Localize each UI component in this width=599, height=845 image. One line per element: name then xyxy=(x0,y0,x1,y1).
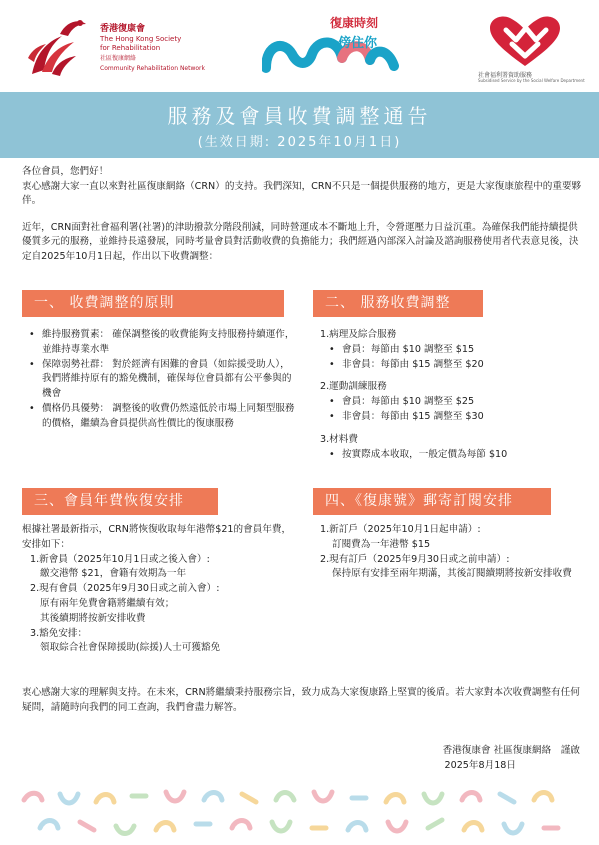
item-detail: 訂閱費為一年港幣 $15 xyxy=(332,538,431,550)
footer-decoration xyxy=(0,780,599,845)
item-heading: 2.現有會員（2025年9月30日或之前入會）: xyxy=(30,583,220,595)
list-item: • 按實際成本收取，一般定價為每節 $10 xyxy=(320,448,582,463)
section2-header: 二、 服務收費調整 xyxy=(313,290,483,317)
item-detail: 繳交港幣 $21，會籍有效期為一年 xyxy=(40,568,187,580)
hksr-name-en1: The Hong Kong Society xyxy=(100,35,182,43)
fee-group-heading: 2.運動訓練服務 xyxy=(320,381,387,393)
hksr-name-zh: 香港復康會 xyxy=(100,24,146,34)
section2-body xyxy=(320,328,582,462)
campaign-line2: 傍住你 xyxy=(338,36,378,51)
membership-item-new xyxy=(22,553,292,583)
item-detail: 領取綜合社會保障援助(綜援)人士可獲豁免 xyxy=(40,642,221,654)
page-title: 服務及會員收費調整通告 xyxy=(167,104,432,128)
signature-date: 2025年8月18日 xyxy=(444,759,516,771)
section4-header: 四、《復康號》郵寄訂閱安排 xyxy=(313,488,551,515)
signature xyxy=(300,744,580,773)
intro-paragraph-2: 近年，CRN面對社會福利署(社署)的津助撥款分階段削減，同時營運成本不斷地上升，令營運壓力日益沉重。為確保我們能持續提供優質多元的服務，並維持長遠發展，同時考量會員對活動收費的負擔能力；我們經過內部深入討論及諮詢服務使用者代表意見後，決定自2025年10月1日起，作出以下收費調整： xyxy=(22,221,579,262)
list-item: • 價格仍具優勢： 調整後的收費仍然遠低於市場上同類型服務的價格，繼續為會員提供高性價比的復康服務 xyxy=(26,402,296,432)
swd-name-zh: 社會福利署資助服務 xyxy=(478,72,533,79)
item-detail: 其後續期將按新安排收費 xyxy=(40,612,146,624)
section1-body xyxy=(26,328,296,432)
intro-text xyxy=(22,165,582,276)
campaign-logo xyxy=(262,14,412,78)
phoenix-icon xyxy=(22,14,92,78)
swd-name-en: Subsidised Service by the Social Welfare Department xyxy=(478,78,585,83)
list-item: • 會員：每節由 $10 調整至 $25 xyxy=(320,395,582,410)
membership-item-exemption xyxy=(22,627,292,657)
item-heading: 1.新會員（2025年10月1日或之後入會）: xyxy=(30,553,210,565)
section3-body xyxy=(22,523,292,656)
crn-name-en: Community Rehabilitation Network xyxy=(100,65,205,72)
item-detail: 原有兩年免費會籍將繼續有效； xyxy=(40,597,175,609)
membership-item-existing xyxy=(22,582,292,626)
signature-org: 香港復康會 社區復康網絡 謹啟 xyxy=(442,745,580,756)
hksr-logo xyxy=(22,14,222,78)
subscription-item-new xyxy=(320,523,582,553)
fee-group-heading: 3.材料費 xyxy=(320,433,358,445)
list-item: • 會員：每節由 $10 調整至 $15 xyxy=(320,343,582,358)
list-item: • 保障弱勢社群： 對於經濟有困難的會員（如綜援受助人），我們將維持原有的豁免機制，確保每位會員都有公平參與的機會 xyxy=(26,358,296,402)
list-item: • 維持服務質素： 確保調整後的收費能夠支持服務持續運作，並維持專業水準 xyxy=(26,328,296,358)
effective-date: (生效日期: 2025年10月1日) xyxy=(197,135,402,150)
greeting: 各位會員，您們好！ xyxy=(22,166,109,177)
section4-body xyxy=(320,523,582,582)
list-item: • 非會員：每節由 $15 調整至 $30 xyxy=(320,410,582,425)
swd-logo xyxy=(470,14,585,84)
fee-group-heading: 1.病理及綜合服務 xyxy=(320,329,397,340)
heart-icon xyxy=(470,14,580,70)
item-heading: 2.現有訂戶（2025年9月30日或之前申請）: xyxy=(320,553,510,565)
item-detail: 保持原有安排至兩年期滿，其後訂閱續期將按新安排收費 xyxy=(332,568,572,580)
section3-intro: 根據社署最新指示，CRN將恢復收取每年港幣$21的會員年費，安排如下： xyxy=(22,524,292,550)
hksr-name-en2: for Rehabilitation xyxy=(100,44,161,52)
subscription-item-existing xyxy=(320,553,582,583)
section1-header: 一、 收費調整的原則 xyxy=(22,290,284,317)
page-header xyxy=(0,0,599,92)
list-item: • 非會員：每節由 $15 調整至 $20 xyxy=(320,358,582,373)
intro-paragraph-1: 衷心感謝大家一直以來對社區復康網絡（CRN）的支持。我們深知，CRN不只是一個提供服務的地方，更是大家復康旅程中的重要夥伴。 xyxy=(22,180,582,206)
item-heading: 3.豁免安排： xyxy=(30,627,88,639)
closing-paragraph: 衷心感謝大家的理解與支持。在未來，CRN將繼續秉持服務宗旨，致力成為大家復康路上堅實的後盾。若大家對本次收費調整有任何疑問，請隨時向我們的同工查詢，我們會盡力解答。 xyxy=(22,687,580,713)
crn-name-zh: 社區復康網絡 xyxy=(100,55,137,62)
item-heading: 1.新訂戶（2025年10月1日起申請）: xyxy=(320,524,481,535)
section3-header: 三、會員年費恢復安排 xyxy=(22,488,218,515)
title-banner xyxy=(0,92,599,158)
campaign-line1: 復康時刻 xyxy=(330,16,379,30)
